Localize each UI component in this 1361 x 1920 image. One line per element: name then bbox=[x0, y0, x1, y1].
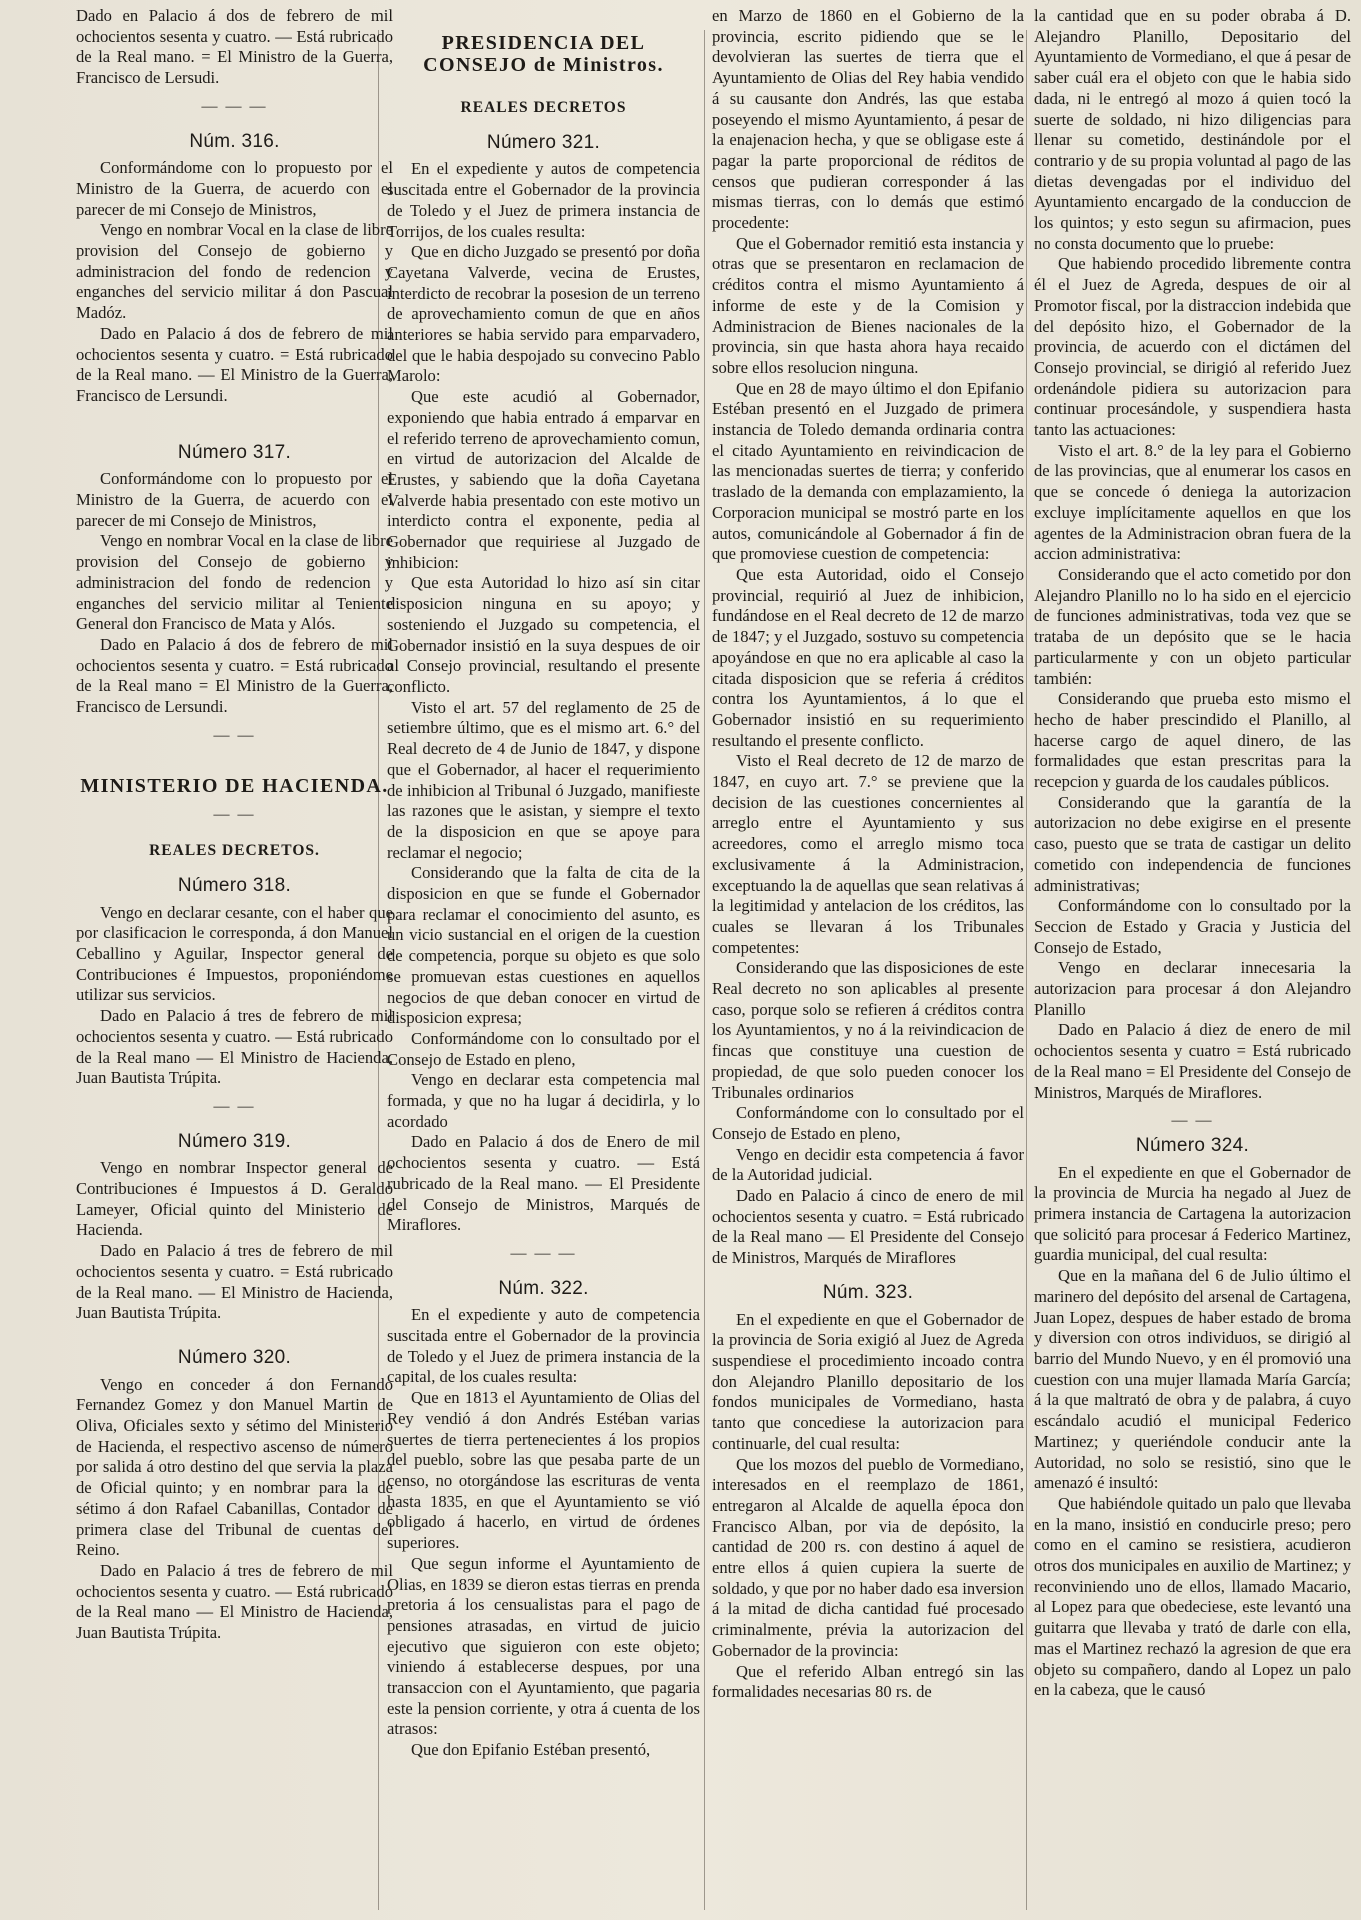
paragraph: Considerando que las disposiciones de este Real decreto no son aplicables al presente caso, porque solo se refieren á créditos contra los Ayuntamientos, y no á la reivindicacion de fincas que constituye una cuestion de propiedad, de que solo pueden conocer los Tribunales ordinarios bbox=[712, 958, 1024, 1102]
paragraph: Que habiéndole quitado un palo que llevaba en la mano, insistió en conducirle preso; pero como en el camino se resistiera, acudieron otros dos municipales en auxilio de Martinez; y reconviniendo uno de ellos, llamado Macario, al Lopez para que obedeciese, este levantó una guitarra que llevaba y trató de darle con ella, mas el Martinez rechazó la agresion de que era objeto su compañero, dando al Lopez un palo en la cabeza, que le causó bbox=[1034, 1493, 1351, 1700]
decree-heading-324: Número 324. bbox=[1135, 1134, 1250, 1156]
decree-heading-318: Número 318. bbox=[177, 874, 292, 896]
paragraph: Vengo en nombrar Inspector general de Contribuciones é Impuestos á D. Geraldo Lameyer, Oficial quinto del Ministerio de Hacienda. bbox=[76, 1158, 393, 1240]
paragraph: Dado en Palacio á tres de febrero de mil ochocientos sesenta y cuatro. = Está rubricado de la Real mano. — El Ministro de Hacienda, Juan Bautista Trúpita. bbox=[76, 1241, 393, 1323]
paragraph: Que habiendo procedido libremente contra él el Juez de Agreda, despues de oir al Promotor fiscal, por la distraccion indebida que del depósito hizo, el Gobernador de la provincia, de acuerdo con el dictámen del Consejo provincial, se dirigió al referido Juez ordenándole pidiera su autorizacion para continuar procesándole, y suspendiera hasta tanto las actuaciones: bbox=[1034, 254, 1351, 440]
paragraph: En el expediente en que el Gobernador de la provincia de Murcia ha negado al Juez de primera instancia de Cartagena la autorizacion que solicitó para procesar á Federico Martinez, guardia municipal, del cual resulta: bbox=[1034, 1162, 1351, 1265]
paragraph: Considerando que la garantía de la autorizacion no debe exigirse en el presente caso, puesto que se trata de castigar un delito cometido con independencia de funciones administrativas; bbox=[1034, 792, 1351, 895]
paragraph: Considerando que el acto cometido por don Alejandro Planillo no lo ha sido en el ejercicio de funciones administrativas, toda vez que se trataba de un depósito que se le hacia particularmente y con un objeto particular también: bbox=[1034, 564, 1351, 688]
separator: — — bbox=[213, 1097, 256, 1115]
paragraph: En el expediente y autos de competencia suscitada entre el Gobernador de la provincia de Toledo y el Juez de primera instancia de Torrijos, de los cuales resulta: bbox=[387, 159, 700, 241]
paragraph: Vengo en nombrar Vocal en la clase de libre provision del Consejo de gobierno y administracion del fondo de redencion y enganches del servicio militar al Teniente General don Francisco de Mata y Alós. bbox=[76, 531, 393, 634]
paragraph: Vengo en nombrar Vocal en la clase de libre provision del Consejo de gobierno y administracion del fondo de redencion y enganches del servicio militar á don Pascual Madóz. bbox=[76, 220, 393, 323]
decree-heading-316: Núm. 316. bbox=[189, 130, 280, 152]
paragraph: Conformándome con lo propuesto por el Ministro de la Guerra, de acuerdo con el parecer de mi Consejo de Ministros, bbox=[76, 158, 393, 219]
paragraph: Que en dicho Juzgado se presentó por doña Cayetana Valverde, vecina de Erustes, interdicto de recobrar la posesion de un terreno de aprovechamiento comun de que en años anteriores se habia servido para emparvadero, del que le habia despojado su convecino Pablo Marolo: bbox=[387, 242, 700, 386]
paragraph: Dado en Palacio á dos de febrero de mil ochocientos sesenta y cuatro. = Está rubricado de la Real mano. — El Ministro de la Guerra, Francisco de Lersundi. bbox=[76, 323, 393, 405]
paragraph: Visto el art. 8.° de la ley para el Gobierno de las provincias, que al enumerar los casos en que se concede ó deniega la autorizacion excluye implícitamente aquellos en que los agentes de la Administracion obran fuera de la accion administrativa: bbox=[1034, 440, 1351, 564]
decree-heading-323: Núm. 323. bbox=[822, 1281, 914, 1303]
paragraph: Que el Gobernador remitió esta instancia y otras que se presentaron en reclamacion de créditos contra el mismo Ayuntamiento á informe de este y de la Comision y Administracion de Bienes nacionales de la provincia, sin que hasta ahora haya recaido sobre ellos resolucion ninguna. bbox=[712, 233, 1024, 377]
paragraph: Dado en Palacio á cinco de enero de mil ochocientos sesenta y cuatro. = Está rubricado de la Real mano — El Presidente del Consejo de Ministros, Marqués de Miraflores bbox=[712, 1186, 1024, 1268]
column-rule bbox=[1026, 30, 1027, 1910]
paragraph: Vengo en conceder á don Fernando Fernandez Gomez y don Manuel Martin de Oliva, Oficiales sexto y sétimo del Ministerio de Hacienda, el respectivo ascenso de número por salida á otro destino del que servia la plaza de Oficial quinto; y en nombrar para la de sétimo á don Rafael Cabanillas, Contador de primera clase del Tribunal de cuentas del Reino. bbox=[76, 1374, 393, 1560]
paragraph: Dado en Palacio á dos de febrero de mil ochocientos sesenta y cuatro. = Está rubricado de la Real mano = El Ministro de la Guerra, Francisco de Lersundi. bbox=[76, 634, 393, 717]
decree-heading-320: Número 320. bbox=[177, 1346, 292, 1368]
decree-heading-317: Número 317. bbox=[177, 441, 292, 463]
paragraph: Vengo en declarar cesante, con el haber que por clasificacion le corresponda, á don Manuel Ceballino y Aguilar, Inspector general de Contribuciones é Impuestos, proponiéndome utilizar sus servicios. bbox=[76, 902, 393, 1005]
decree-heading-321: Número 321. bbox=[486, 131, 601, 153]
column-4 bbox=[1034, 6, 1351, 1914]
paragraph: Conformándome con lo consultado por el Consejo de Estado en pleno, bbox=[387, 1028, 700, 1069]
paragraph: Dado en Palacio á tres de febrero de mil ochocientos sesenta y cuatro. — Está rubricado de la Real mano — El Ministro de Hacienda, Juan Bautista Trúpita. bbox=[76, 1561, 393, 1643]
paragraph: Vengo en declarar esta competencia mal formada, y que no ha lugar á decidirla, y lo acordado bbox=[387, 1070, 700, 1131]
separator: — — — bbox=[510, 1244, 577, 1262]
paragraph: Que en 28 de mayo último el don Epifanio Estéban presentó en el Juzgado de primera instancia de Toledo demanda ordinaria contra el citado Ayuntamiento en reivindicacion de las mencionadas suertes de tierra; y conferido traslado de la demanda con emplazamiento, la Corporacion municipal se mostró parte en los autos, comunicándole al Gobernador á fin de que promoviese cuestion de competencia: bbox=[712, 378, 1024, 564]
section-heading-ministerio: MINISTERIO DE HACIENDA. bbox=[80, 774, 389, 797]
paragraph: Que esta Autoridad, oido el Consejo provincial, requirió al Juez de inhibicion, fundándose en el Real decreto de 12 de marzo de 1847; y el Juzgado, sostuvo su competencia apoyándose en que no era aplicable al caso la citada disposicion que se referia á créditos contra los Ayuntamientos, á lo que el Gobernador insistió en su requerimiento resultando el presente conflicto. bbox=[712, 564, 1024, 750]
section-subheading: REALES DECRETOS. bbox=[149, 842, 320, 860]
paragraph: Que el referido Alban entregó sin las formalidades necesarias 80 rs. de bbox=[712, 1661, 1024, 1702]
paragraph: Conformándome con lo consultado por la Seccion de Estado y Gracia y Justicia del Consejo de Estado, bbox=[1034, 896, 1351, 957]
section-subheading: REALES DECRETOS bbox=[460, 99, 627, 116]
paragraph: Que segun informe el Ayuntamiento de Olias, en 1839 se dieron estas tierras en prenda pretoria á los censualistas para el pago de pensiones atrasadas, en virtud de juicio ejecutivo que siguieron con este objeto; viniendo á establecerse despues, por una transaccion con el Ayuntamiento, que pagaria este la pension corriente, y otra á cuenta de los atrasos: bbox=[387, 1553, 700, 1739]
column-2 bbox=[387, 6, 700, 1914]
separator: — — bbox=[213, 805, 256, 823]
paragraph: la cantidad que en su poder obraba á D. Alejandro Planillo, Depositario del Ayuntamiento de Vormediano, el que á pesar de saber cuál era el objeto con que le habia sido dada, ni le entregó al mozo á quien tocó la suerte de soldado, ni hizo diligencias para llenar su cometido, destinándole por el contrario y de su propia voluntad al pago de las dietas devengadas por el individuo del Ayuntamiento encargado de la conduccion de los quintos; y esto segun su afirmacion, pues no consta documento que lo pruebe: bbox=[1034, 6, 1351, 253]
paragraph: Que esta Autoridad lo hizo así sin citar disposicion ninguna en su apoyo; y sosteniendo el Juzgado su competencia, el Gobernador insistió en la suya despues de oir al Consejo provincial, resultando el presente conflicto. bbox=[387, 573, 700, 696]
separator: — — bbox=[213, 726, 256, 744]
paragraph: Dado en Palacio á diez de enero de mil ochocientos sesenta y cuatro = Está rubricado de la Real mano = El Presidente del Consejo de Ministros, Marqués de Miraflores. bbox=[1034, 1020, 1351, 1102]
decree-heading-319: Número 319. bbox=[177, 1130, 292, 1152]
paragraph: Dado en Palacio á dos de febrero de mil ochocientos sesenta y cuatro. — Está rubricado de la Real mano. = El Ministro de la Guerra, Francisco de Lersudi. bbox=[76, 6, 393, 88]
paragraph: Conformándome con lo propuesto por el Ministro de la Guerra, de acuerdo con el parecer de mi Consejo de Ministros, bbox=[76, 469, 393, 530]
paragraph: Vengo en declarar innecesaria la autorizacion para procesar á don Alejandro Planillo bbox=[1034, 958, 1351, 1019]
paragraph: Dado en Palacio á dos de Enero de mil ochocientos sesenta y cuatro. — Está rubricado de la Real mano. — El Presidente del Consejo de Ministros, Marqués de Miraflores. bbox=[387, 1132, 700, 1235]
paragraph: En el expediente y auto de competencia suscitada entre el Gobernador de la provincia de Toledo y el Juez de primera instancia de la capital, de los cuales resulta: bbox=[387, 1305, 700, 1387]
paragraph: Que los mozos del pueblo de Vormediano, interesados en el reemplazo de 1861, entregaron al Alcalde de aquella época don Francisco Alban, por via de depósito, la cantidad de 200 rs. con destino á aquel de entre ellos á quien cupiera la suerte de soldado, y que por no haber dado esa inversion á la mitad de dicha cantidad fué procesado criminalmente, prévia la autorizacion del Gobernador de la provincia: bbox=[712, 1454, 1024, 1660]
paragraph: Que en la mañana del 6 de Julio último el marinero del depósito del arsenal de Cartagena, Juan Lopez, despues de haber estado de broma y diversion con otros individuos, se dirigió al barrio del Mundo Nuevo, y en él promovió una cuestion con una mujer llamada María García; á la que maltrató de obra y de palabra, á cuyo escándalo acudió el municipal Federico Martinez; y queriéndole conducir ante la Autoridad, no solo se resistió, sino que le amenazó é insultó: bbox=[1034, 1266, 1351, 1493]
paragraph: En el expediente en que el Gobernador de la provincia de Soria exigió al Juez de Agreda suspendiese el procedimiento incoado contra don Alejandro Planillo depositario de los fondos municipales de Vormediano, hasta tanto que concediese la autorizacion para continuarle, del cual resulta: bbox=[712, 1309, 1024, 1453]
column-rule bbox=[704, 30, 705, 1910]
paragraph: Visto el art. 57 del reglamento de 25 de setiembre último, que es el mismo art. 6.° del Real decreto de 4 de Junio de 1847, y dispone que el Gobernador, al hacer el requerimiento de inhibicion al Tribunal ó Juzgado, manifieste las razones que le asistan, y siempre el texto de la disposicion en que se apoye para reclamar el negocio; bbox=[387, 697, 700, 862]
paragraph: Que don Epifanio Estéban presentó, bbox=[411, 1740, 651, 1760]
section-heading-presidencia: PRESIDENCIA DEL CONSEJO de Ministros. bbox=[423, 32, 664, 76]
paragraph: Conformándome con lo consultado por el Consejo de Estado en pleno, bbox=[712, 1103, 1024, 1143]
paragraph: Visto el Real decreto de 12 de marzo de 1847, en cuyo art. 7.° se previene que la decision de las cuestiones concernientes al arreglo entre el Ayuntamiento y sus acreedores, como el arreglo mismo toca exclusivamente á la Administracion, exceptuando la de aquellas que sean relativas á la legitimidad y antelacion de los créditos, las cuales se llevaran á los Tribunales competentes: bbox=[712, 751, 1024, 957]
separator: — — bbox=[1171, 1112, 1214, 1130]
paragraph: Considerando que la falta de cita de la disposicion en que se funde el Gobernador para reclamar el conocimiento del asunto, es un vicio sustancial en el origen de la cuestion de competencia, porque su objeto es que solo se promuevan estas cuestiones en aquellos negocios de que deban conocer en virtud de disposicion expresa; bbox=[387, 863, 700, 1028]
paragraph: Que en 1813 el Ayuntamiento de Olias del Rey vendió á don Andrés Estéban varias suertes de tierra pertenecientes á los propios del pueblo, sobre las que pesaba parte de un censo, no otorgándose las escrituras de venta hasta 1835, en que el Ayuntamiento se vió obligado á hacerlo, en virtud de órdenes superiores. bbox=[387, 1388, 700, 1553]
paragraph: Considerando que prueba esto mismo el hecho de haber prescindido el Planillo, al hacerse cargo de aquel dinero, de las formalidades que estan prescritas para la recepcion y guarda de los caudales públicos. bbox=[1034, 689, 1351, 792]
decree-heading-322: Núm. 322. bbox=[498, 1277, 589, 1299]
paragraph: Vengo en decidir esta competencia á favor de la Autoridad judicial. bbox=[712, 1144, 1024, 1185]
column-3 bbox=[712, 6, 1024, 1914]
paragraph: Dado en Palacio á tres de febrero de mil ochocientos sesenta y cuatro. — Está rubricado de la Real mano — El Ministro de Hacienda, Juan Bautista Trúpita. bbox=[76, 1006, 393, 1088]
column-1 bbox=[76, 6, 393, 1914]
paragraph: en Marzo de 1860 en el Gobierno de la provincia, escrito pidiendo que se le devolvieran las suertes de tierra que el Ayuntamiento de Olias del Rey habia vendido á su causante don Andrés, las que estaba poseyendo el mismo Ayuntamiento, á pesar de la enajenacion hecha, y que se obligase este á pagar la parte proporcional de réditos de censos que pudieran corresponder á las mismas tierras, con lo demás que estimó procedente: bbox=[712, 6, 1024, 233]
paragraph: Que este acudió al Gobernador, exponiendo que habia entrado á emparvar en el referido terreno de aprovechamiento comun, en virtud de autorizacion del Alcalde de Erustes, y sabiendo que la doña Cayetana Valverde habia presentado con este motivo un interdicto contra el exponente, pedia al Gobernador que requiriese al Juzgado de inhibicion: bbox=[387, 387, 700, 572]
separator: — — — bbox=[201, 97, 268, 115]
